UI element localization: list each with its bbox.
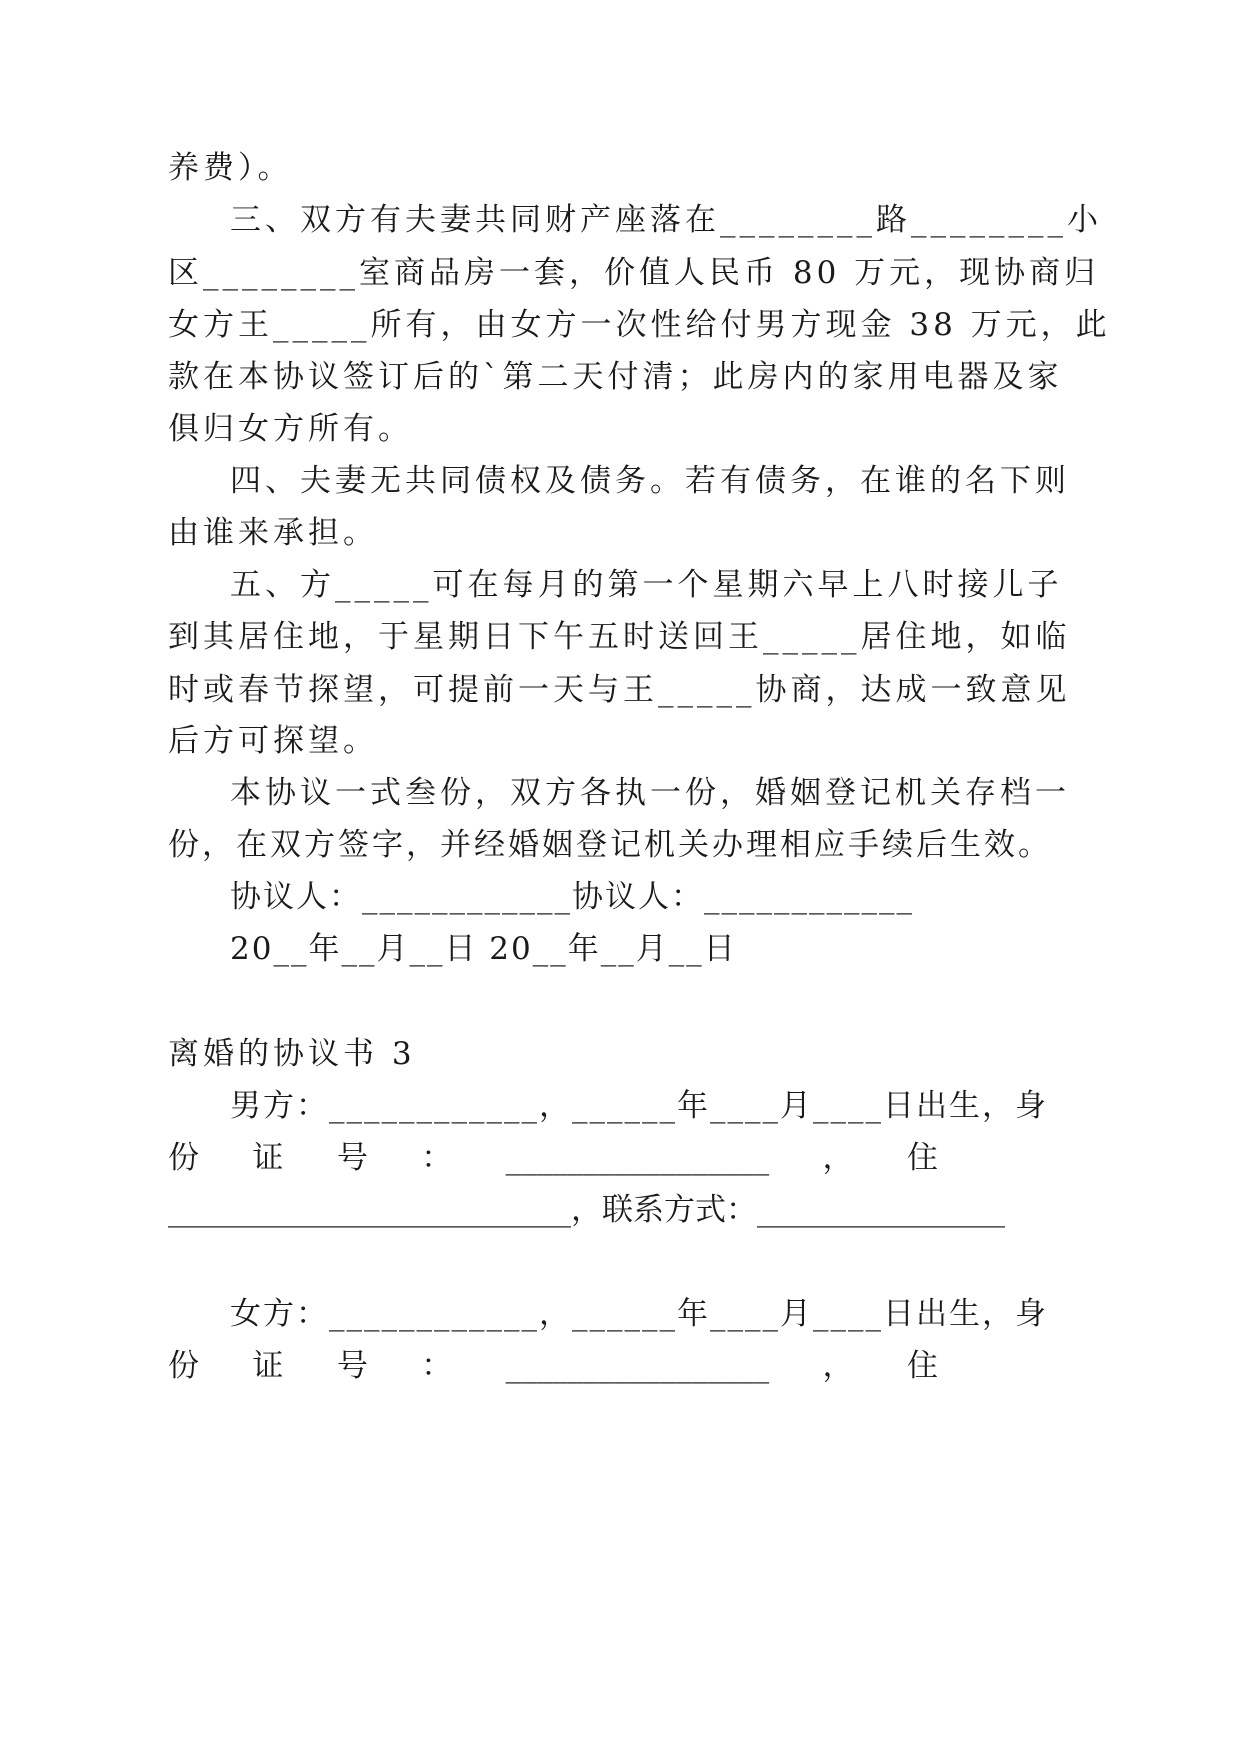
section-title: 离婚的协议书 3 [168,1036,416,1072]
female-id-line: 份 证 号 ： _________________ ， 住 [168,1348,938,1384]
text-line: 区________室商品房一套，价值人民币 80 万元，现协商归 [168,255,1100,291]
paragraph-property-start: 三、双方有夫妻共同财产座落在________路________小 [230,202,1102,238]
text-line: 款在本协议签订后的`第二天付清；此房内的家用电器及家 [168,359,1063,395]
paragraph-copies-start: 本协议一式叁份，双方各执一份，婚姻登记机关存档一 [230,775,1070,811]
male-id-line: 份 证 号 ： _________________ ， 住 [168,1140,938,1176]
address-contact-line: __________________________，联系方式：________________ [168,1192,1005,1228]
text-line: 女方王_____所有，由女方一次性给付男方现金 38 万元，此 [168,307,1111,343]
paragraph-visitation-start: 五、方_____可在每月的第一个星期六早上八时接儿子 [230,567,1063,603]
text-line: 到其居住地，于星期日下午五时送回王_____居住地，如临 [168,619,1071,655]
signature-line: 协议人：____________协议人：____________ [230,879,914,915]
text-line: 份，在双方签字，并经婚姻登记机关办理相应手续后生效。 [168,827,1052,863]
text-line: 由谁来承担。 [168,515,378,551]
text-line: 养费）。 [168,150,293,186]
text-line: 后方可探望。 [168,723,378,759]
male-party-line: 男方：____________，______年____月____日出生，身 [230,1088,1048,1124]
text-line: 俱归女方所有。 [168,411,413,447]
text-line: 时或春节探望，可提前一天与王_____协商，达成一致意见 [168,672,1071,708]
paragraph-debt-start: 四、夫妻无共同债权及债务。若有债务，在谁的名下则 [230,463,1070,499]
female-party-line: 女方：____________，______年____月____日出生，身 [230,1296,1048,1332]
date-line: 20__年__月__日 20__年__月__日 [230,931,737,967]
